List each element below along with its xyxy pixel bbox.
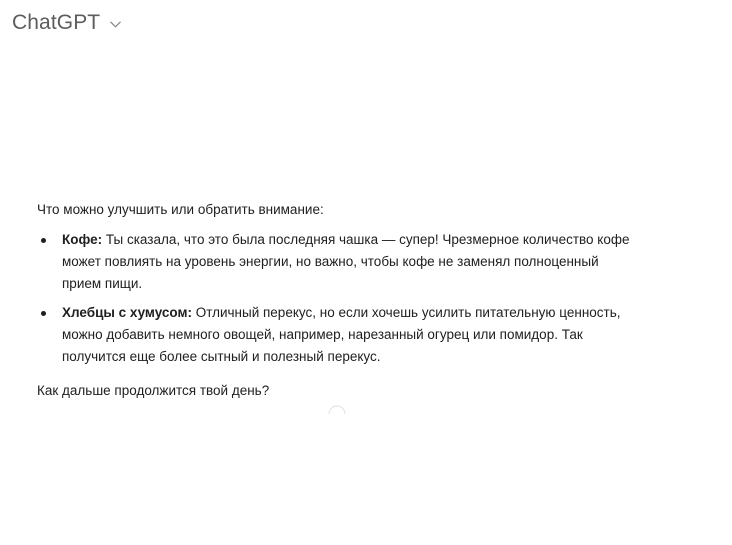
- list-item: [37, 229, 637, 295]
- list-item-text: Ты сказала, что это была последняя чашка — супер! Чрезмерное количество кофе может повлиять на уровень энергии, но важно, чтобы кофе не заменял полноценный прием пищи.: [62, 232, 630, 291]
- list-item-title: Хлебцы с хумусом:: [62, 305, 192, 320]
- suggestion-list: [37, 229, 637, 368]
- loading-indicator-icon: [327, 405, 347, 415]
- model-selector[interactable]: [12, 9, 122, 37]
- list-item-text: Отличный перекус, но если хочешь усилить питательную ценность, можно добавить немного овощей, например, нарезанный огурец или помидор. Так получится еще более сытный и полезный перекус.: [62, 305, 621, 364]
- bullet-icon: [41, 311, 46, 316]
- list-item-title: Кофе:: [62, 232, 103, 247]
- model-selector-title: ChatGPT: [12, 11, 101, 34]
- bullet-icon: [41, 238, 46, 243]
- list-item: [37, 302, 637, 368]
- chevron-down-icon: [109, 18, 122, 31]
- message-closing: Как дальше продолжится твой день?: [37, 383, 270, 398]
- assistant-message: [37, 199, 637, 402]
- message-intro: Что можно улучшить или обратить внимание:: [37, 202, 324, 217]
